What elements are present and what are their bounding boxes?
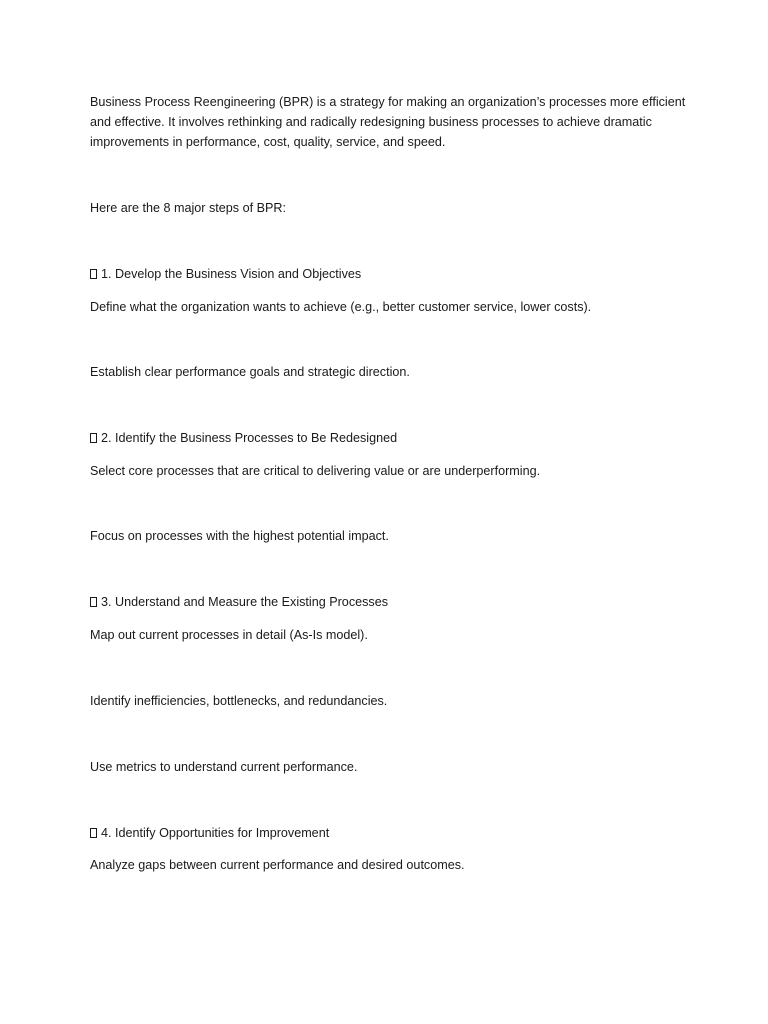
- step-2-heading: [90, 428, 397, 448]
- missing-glyph-icon: [90, 597, 97, 607]
- step-1-point-2: Establish clear performance goals and strategic direction.: [90, 365, 410, 379]
- intro-line-3: improvements in performance, cost, quality, service, and speed.: [90, 135, 446, 149]
- step-3-heading-text: 3. Understand and Measure the Existing Processes: [101, 595, 389, 609]
- intro-line-1: Business Process Reengineering (BPR) is a strategy for making an organization’s processes more efficient: [90, 95, 686, 109]
- steps-intro: Here are the 8 major steps of BPR:: [90, 201, 286, 215]
- step-2-heading-text: 2. Identify the Business Processes to Be Redesigned: [101, 431, 398, 445]
- step-1-heading-text: 1. Develop the Business Vision and Objectives: [101, 267, 362, 281]
- intro-line-2: and effective. It involves rethinking and radically redesigning business processes to achieve dramatic: [90, 115, 652, 129]
- step-3-point-2: Identify inefficiencies, bottlenecks, and redundancies.: [90, 694, 388, 708]
- step-4-heading: [90, 823, 329, 843]
- step-1-heading: [90, 264, 361, 284]
- step-3-point-3: Use metrics to understand current performance.: [90, 760, 358, 774]
- step-3-point-1: Map out current processes in detail (As-Is model).: [90, 628, 368, 642]
- step-4-point-1: Analyze gaps between current performance and desired outcomes.: [90, 858, 465, 872]
- step-2-point-1: Select core processes that are critical to delivering value or are underperforming.: [90, 464, 541, 478]
- step-3-heading: [90, 592, 388, 612]
- missing-glyph-icon: [90, 828, 97, 838]
- step-2-point-2: Focus on processes with the highest potential impact.: [90, 529, 389, 543]
- step-4-heading-text: 4. Identify Opportunities for Improvement: [101, 826, 330, 840]
- missing-glyph-icon: [90, 269, 97, 279]
- missing-glyph-icon: [90, 433, 97, 443]
- step-1-point-1: Define what the organization wants to achieve (e.g., better customer service, lower costs).: [90, 300, 592, 314]
